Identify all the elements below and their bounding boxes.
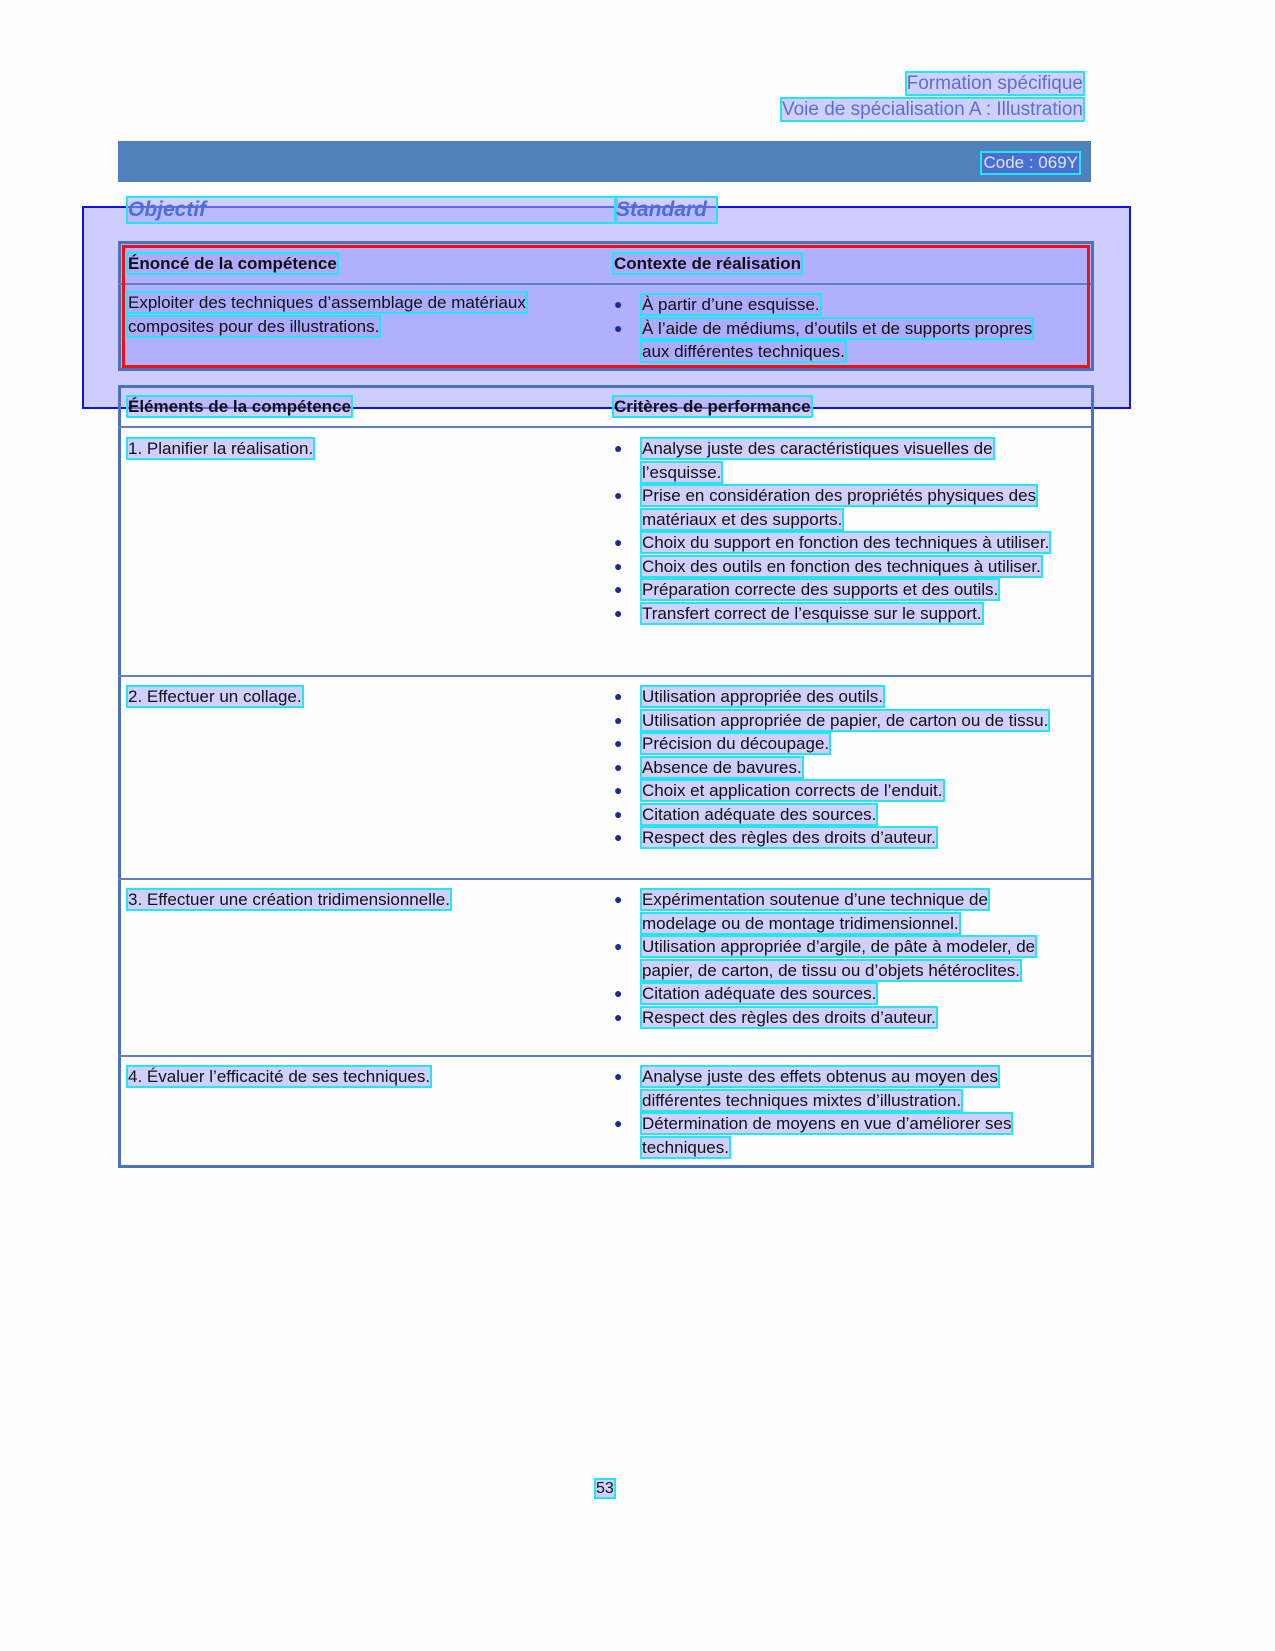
- competence-header: Énoncé de la compétence: [128, 254, 337, 273]
- criterion-item: ● Transfert correct de l’esquisse sur le support.: [614, 602, 1054, 626]
- bullet-icon: ●: [614, 1068, 623, 1084]
- elements-header: Éléments de la compétence: [128, 397, 351, 416]
- list-item: ● À partir d’une esquisse.: [614, 293, 1034, 317]
- criterion-item: ● Absence de bavures.: [614, 756, 1054, 780]
- criterion-item: ● Citation adéquate des sources.: [614, 982, 1054, 1006]
- header-line2: Voie de spécialisation A : Illustration: [781, 99, 1083, 120]
- bullet-icon: ●: [614, 985, 623, 1001]
- criteria-list: [614, 888, 1054, 1029]
- context-header: Contexte de réalisation: [614, 254, 802, 273]
- bullet-icon: ●: [614, 891, 623, 907]
- bullet-icon: ●: [614, 534, 623, 550]
- header-line1: Formation spécifique: [906, 73, 1083, 94]
- element-item: 4. Évaluer l’efficacité de ses techniques.: [128, 1067, 431, 1086]
- criterion-item: ● Utilisation appropriée de papier, de carton ou de tissu.: [614, 709, 1054, 733]
- criterion-item: ● Choix et application corrects de l’enduit.: [614, 779, 1054, 803]
- criterion-item: ● Expérimentation soutenue d’une technique de modelage ou de montage tridimensionnel.: [614, 890, 988, 933]
- criterion-item: ● Utilisation appropriée des outils.: [614, 685, 1054, 709]
- list-item: ● À l’aide de médiums, d’outils et de supports propres aux différentes techniques.: [614, 318, 1033, 361]
- bullet-icon: ●: [614, 688, 623, 704]
- bullet-icon: ●: [614, 604, 623, 621]
- criteria-list: [614, 1065, 1054, 1159]
- criterion-item: ● Préparation correcte des supports et des outils.: [614, 578, 1054, 602]
- criterion-item: ● Analyse juste des effets obtenus au moyen des différentes techniques mixtes d’illustration.: [614, 1067, 998, 1110]
- bullet-icon: ●: [614, 711, 623, 728]
- criterion-item: ● Respect des règles des droits d’auteur.: [614, 1006, 1054, 1030]
- divider: [118, 1055, 1091, 1057]
- divider: [118, 878, 1091, 880]
- bullet-icon: ●: [614, 735, 623, 751]
- bullet-icon: ●: [614, 557, 623, 574]
- criteria-header: Critères de performance: [614, 397, 811, 416]
- bullet-icon: ●: [614, 319, 623, 336]
- criterion-item: ● Prise en considération des propriétés physiques des matériaux et des supports.: [614, 486, 1037, 529]
- bullet-icon: ●: [614, 487, 623, 503]
- criterion-item: ● Utilisation appropriée d’argile, de pâte à modeler, de papier, de carton, de tissu ou d’objets hétéroclites.: [614, 937, 1036, 980]
- element-item: 1. Planifier la réalisation.: [128, 439, 314, 458]
- divider: [118, 675, 1091, 677]
- bullet-icon: ●: [614, 829, 623, 845]
- header-specialization: [782, 99, 1083, 121]
- standard-heading: Standard: [616, 198, 716, 222]
- bullet-icon: ●: [614, 758, 623, 775]
- element-item: 3. Effectuer une création tridimensionnelle.: [128, 890, 450, 909]
- criterion-item: ● Détermination de moyens en vue d’améliorer ses techniques.: [614, 1114, 1012, 1157]
- element-item: 2. Effectuer un collage.: [128, 687, 302, 706]
- page-number: 53: [596, 1480, 614, 1497]
- criterion-item: ● Respect des règles des droits d’auteur.: [614, 826, 1054, 850]
- bullet-icon: ●: [614, 296, 623, 312]
- competency-code: Code : 069Y: [983, 153, 1078, 172]
- bullet-icon: ●: [614, 1008, 623, 1025]
- criteria-list: [614, 685, 1054, 850]
- criterion-item: ● Citation adéquate des sources.: [614, 803, 1054, 827]
- criterion-item: ● Précision du découpage.: [614, 732, 1054, 756]
- criteria-list: [614, 437, 1054, 625]
- criterion-item: ● Analyse juste des caractéristiques visuelles de l’esquisse.: [614, 439, 993, 482]
- criterion-item: ● Choix des outils en fonction des techniques à utiliser.: [614, 555, 1054, 579]
- divider: [118, 426, 1091, 428]
- bullet-icon: ●: [614, 581, 623, 597]
- bullet-icon: ●: [614, 1115, 623, 1131]
- header-program: [907, 73, 1083, 95]
- context-list: [614, 293, 1034, 364]
- bullet-icon: ●: [614, 782, 623, 798]
- bullet-icon: ●: [614, 440, 623, 456]
- objective-heading: Objectif: [128, 198, 616, 222]
- bullet-icon: ●: [614, 938, 623, 954]
- criterion-item: ● Choix du support en fonction des techniques à utiliser.: [614, 531, 1054, 555]
- title-bar: [118, 141, 1091, 182]
- bullet-icon: ●: [614, 805, 623, 822]
- competence-statement: Exploiter des techniques d’assemblage de matériaux composites pour des illustrations.: [128, 293, 526, 336]
